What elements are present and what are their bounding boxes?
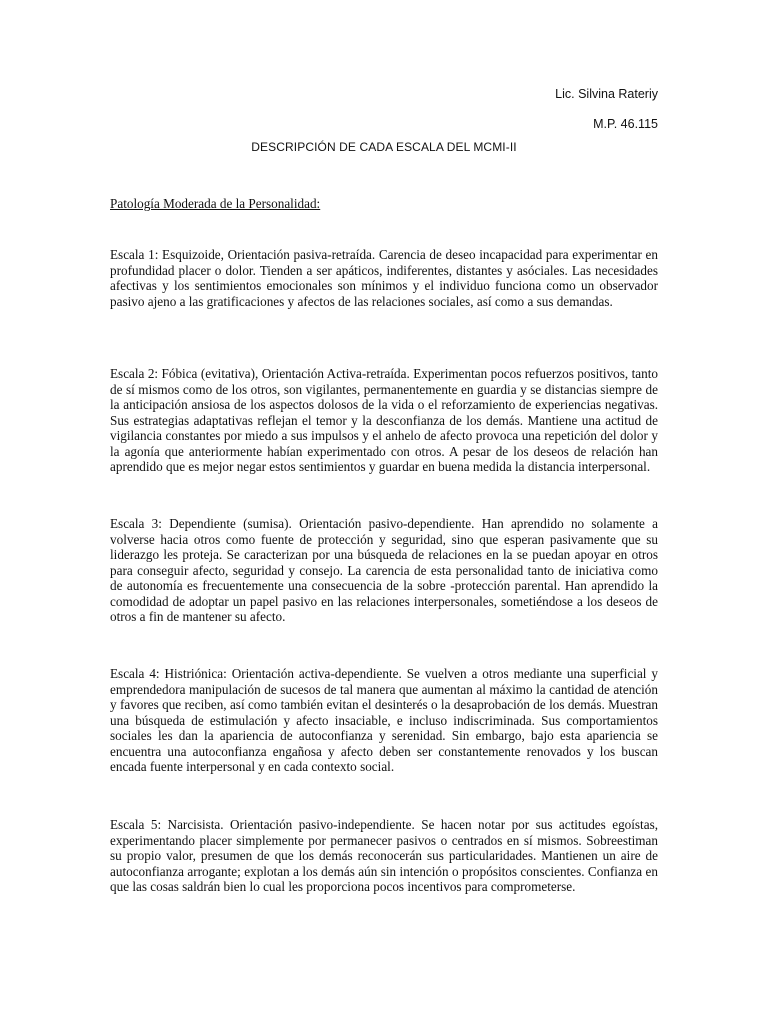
- section-heading: Patología Moderada de la Personalidad:: [110, 196, 321, 211]
- paragraph-escala-4: Escala 4: Histriónica: Orientación activa-dependiente. Se vuelven a otros mediante una superficial y emprendedora manipulación de sucesos de tal manera que aumentan al máximo la cantidad de atención y favores que reciben, así como también evitan el desinterés o la desaprobación de los demás. Muestran una búsqueda de estimulación y afecto insaciable, e incluso indiscriminada. Sus comportamientos sociales les dan la apariencia de autoconfianza y serenidad. Sin embargo, bajo esta apariencia se encuentra una autoconfianza engañosa y afecto deben ser constantemente renovados y los buscan encada fuente interpersonal y en cada contexto social.: [110, 666, 658, 774]
- paragraph-escala-3: Escala 3: Dependiente (sumisa). Orientación pasivo-dependiente. Han aprendido no solamente a volverse hacia otros como fuente de protección y seguridad, sino que esperan pasivamente que su liderazgo les proteja. Se caracterizan por una búsqueda de relaciones en la se puedan apoyar en otros para conseguir afecto, seguridad y consejo. La carencia de esta personalidad tanto de iniciativa como de autonomía es frecuentemente una consecuencia de la sobre -protección parental. Han aprendido la comodidad de adoptar un papel pasivo en las relaciones interpersonales, sometiéndose a los deseos de otros a fin de mantener su afecto.: [110, 516, 658, 624]
- paragraph-escala-1: Escala 1: Esquizoide, Orientación pasiva-retraída. Carencia de deseo incapacidad para experimentar en profundidad placer o dolor. Tienden a ser apáticos, indiferentes, distantes y asóciales. Las necesidades afectivas y los sentimientos emocionales son mínimos y el individuo funciona como un observador pasivo ajeno a las gratificaciones y afectos de las relaciones sociales, así como a sus demandas.: [110, 247, 658, 309]
- author-name: Lic. Silvina Rateriy: [555, 87, 658, 101]
- paragraph-escala-2: Escala 2: Fóbica (evitativa), Orientación Activa-retraída. Experimentan pocos refuerzos positivos, tanto de sí mismos como de los otros, son vigilantes, permanentemente en guardia y se distancias siempre de la anticipación ansiosa de los aspectos dolosos de la vida o el reforzamiento de experiencias negativas. Sus estrategias adaptativas reflejan el temor y la desconfianza de los demás. Mantiene una actitud de vigilancia constantes por miedo a sus impulsos y el anhelo de afecto provoca una repetición del dolor y la agonía que anteriormente habían experimentado con otros. A pesar de los deseos de relación han aprendido que es mejor negar estos sentimientos y guardar en buena medida la distancia interpersonal.: [110, 366, 658, 474]
- paragraph-escala-5: Escala 5: Narcisista. Orientación pasivo-independiente. Se hacen notar por sus actitudes egoístas, experimentando placer simplemente por permanecer pasivos o centrados en sí mismos. Sobreestiman su propio valor, presumen de que los demás reconocerán sus particularidades. Mantienen un aire de autoconfianza arrogante; explotan a los demás aún sin intención o propósitos conscientes. Confianza en que las cosas saldrán bien lo cual les proporciona pocos incentivos para comprometerse.: [110, 817, 658, 894]
- registration-number: M.P. 46.115: [593, 117, 658, 131]
- document-title: DESCRIPCIÓN DE CADA ESCALA DEL MCMI-II: [251, 140, 517, 154]
